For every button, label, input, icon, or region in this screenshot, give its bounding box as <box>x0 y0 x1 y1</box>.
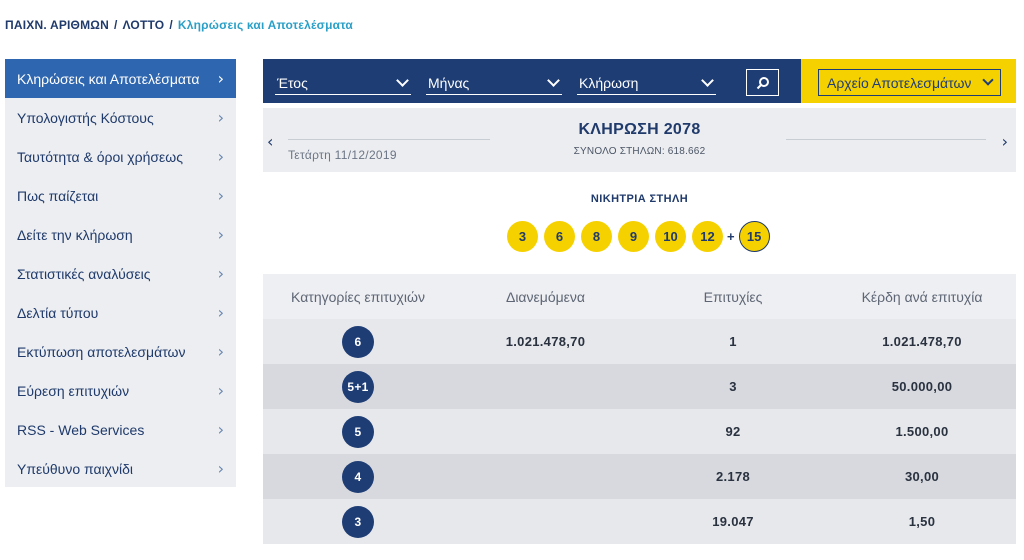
winning-column-label: ΝΙΚΗΤΡΙΑ ΣΤΗΛΗ <box>590 193 689 205</box>
sidebar-item-terms[interactable] <box>5 137 236 176</box>
winning-numbers <box>507 220 776 252</box>
archive-dropdown-label: Αρχείο Αποτελεσμάτων <box>827 74 972 91</box>
breadcrumb-item-lotto[interactable]: ΛΟΤΤΟ <box>122 18 165 32</box>
sidebar-item-label: Δείτε την κλήρωση <box>17 226 133 243</box>
sidebar-menu <box>5 59 236 487</box>
chevron-right-icon: › <box>217 381 224 400</box>
sidebar-item-label: Στατιστικές αναλύσεις <box>17 265 151 282</box>
distributed-value: 1.021.478,70 <box>505 334 586 349</box>
previous-draw-button[interactable]: ‹ <box>267 132 274 151</box>
month-select[interactable] <box>426 71 562 95</box>
chevron-right-icon: › <box>217 459 224 478</box>
search-icon <box>756 76 770 90</box>
winning-number-ball: 6 <box>544 221 575 252</box>
category-badge: 4 <box>342 461 374 493</box>
breadcrumb-separator: / <box>169 18 173 32</box>
results-table <box>263 274 1016 544</box>
bonus-number-ball: 15 <box>739 221 770 252</box>
chevron-right-icon: › <box>217 108 224 127</box>
chevron-right-icon: › <box>217 69 224 88</box>
chevron-down-icon <box>396 74 409 87</box>
sidebar-item-label: RSS - Web Services <box>17 421 145 438</box>
winners-value: 2.178 <box>715 469 751 484</box>
winners-value: 1 <box>729 334 737 349</box>
sidebar-item-label: Υπεύθυνο παιχνίδι <box>17 460 134 477</box>
prize-value: 1,50 <box>908 514 936 529</box>
chevron-right-icon: › <box>217 420 224 439</box>
column-header-winners: Επιτυχίες <box>703 288 763 305</box>
chevron-right-icon: › <box>217 147 224 166</box>
prize-value: 1.021.478,70 <box>882 334 962 349</box>
category-badge: 6 <box>342 326 374 358</box>
category-badge: 5 <box>342 416 374 448</box>
table-row <box>263 364 1016 409</box>
chevron-right-icon: › <box>217 264 224 283</box>
table-row <box>263 499 1016 544</box>
winning-number-ball: 3 <box>507 221 538 252</box>
chevron-down-icon <box>701 74 714 87</box>
prize-value: 50.000,00 <box>891 379 953 394</box>
divider <box>786 139 986 140</box>
sidebar-item-responsible-gaming[interactable] <box>5 449 236 488</box>
year-select-label: Έτος <box>277 74 308 91</box>
draw-select-label: Κλήρωση <box>579 74 639 91</box>
sidebar-item-print-results[interactable] <box>5 332 236 371</box>
category-badge: 5+1 <box>342 371 374 403</box>
sidebar-item-watch-draw[interactable] <box>5 215 236 254</box>
winners-value: 3 <box>729 379 737 394</box>
winners-value: 92 <box>725 424 741 439</box>
table-row <box>263 409 1016 454</box>
next-draw-button[interactable]: › <box>1001 132 1008 151</box>
category-badge: 3 <box>342 506 374 538</box>
winners-value: 19.047 <box>712 514 754 529</box>
prize-value: 30,00 <box>904 469 940 484</box>
archive-area <box>801 59 1016 103</box>
column-header-category: Κατηγορίες επιτυχιών <box>291 288 425 305</box>
draw-select[interactable] <box>577 71 716 95</box>
year-select[interactable] <box>275 71 411 95</box>
draw-total-columns: ΣΥΝΟΛΟ ΣΤΗΛΩΝ: 618.662 <box>573 146 706 157</box>
divider <box>288 139 490 140</box>
sidebar-item-how-to-play[interactable] <box>5 176 236 215</box>
prize-value: 1.500,00 <box>895 424 949 439</box>
sidebar-item-label: Δελτία τύπου <box>17 304 99 321</box>
sidebar-item-cost-calculator[interactable] <box>5 98 236 137</box>
chevron-down-icon <box>547 74 560 87</box>
winning-number-ball: 12 <box>692 221 723 252</box>
sidebar-item-statistics[interactable] <box>5 254 236 293</box>
archive-dropdown[interactable] <box>818 69 1001 96</box>
sidebar-item-label: Πως παίζεται <box>17 187 99 204</box>
sidebar-item-label: Ταυτότητα & όροι χρήσεως <box>17 148 183 165</box>
table-row <box>263 319 1016 364</box>
sidebar-item-rss[interactable] <box>5 410 236 449</box>
sidebar-item-label: Υπολογιστής Κόστους <box>17 109 154 126</box>
winning-number-ball: 8 <box>581 221 612 252</box>
breadcrumb <box>5 18 353 32</box>
sidebar-item-label: Εκτύπωση αποτελεσμάτων <box>17 343 186 360</box>
month-select-label: Μήνας <box>428 74 470 91</box>
sidebar-item-press-releases[interactable] <box>5 293 236 332</box>
draw-title: ΚΛΗΡΩΣΗ 2078 <box>578 121 701 138</box>
column-header-distributed: Διανεμόμενα <box>505 288 586 305</box>
plus-sign: + <box>727 228 735 244</box>
chevron-down-icon <box>982 74 993 85</box>
winning-number-ball: 10 <box>655 221 686 252</box>
chevron-right-icon: › <box>217 303 224 322</box>
breadcrumb-separator: / <box>113 18 118 32</box>
sidebar-item-draws-results[interactable] <box>5 59 236 98</box>
draw-header <box>263 108 1016 172</box>
draw-date: Τετάρτη 11/12/2019 <box>288 148 397 162</box>
table-row <box>263 454 1016 499</box>
search-button[interactable] <box>746 69 779 96</box>
breadcrumb-current: Κληρώσεις και Αποτελέσματα <box>177 18 353 32</box>
chevron-right-icon: › <box>217 186 224 205</box>
chevron-right-icon: › <box>217 225 224 244</box>
filter-bar <box>263 59 801 103</box>
sidebar-item-label: Κληρώσεις και Αποτελέσματα <box>17 70 200 87</box>
chevron-right-icon: › <box>217 342 224 361</box>
table-header <box>263 274 1016 319</box>
winning-number-ball: 9 <box>618 221 649 252</box>
sidebar-item-find-winnings[interactable] <box>5 371 236 410</box>
sidebar-item-label: Εύρεση επιτυχιών <box>17 382 130 399</box>
breadcrumb-item-games[interactable]: ΠΑΙΧΝ. ΑΡΙΘΜΩΝ <box>5 18 109 32</box>
column-header-prize: Κέρδη ανά επιτυχία <box>861 288 983 305</box>
